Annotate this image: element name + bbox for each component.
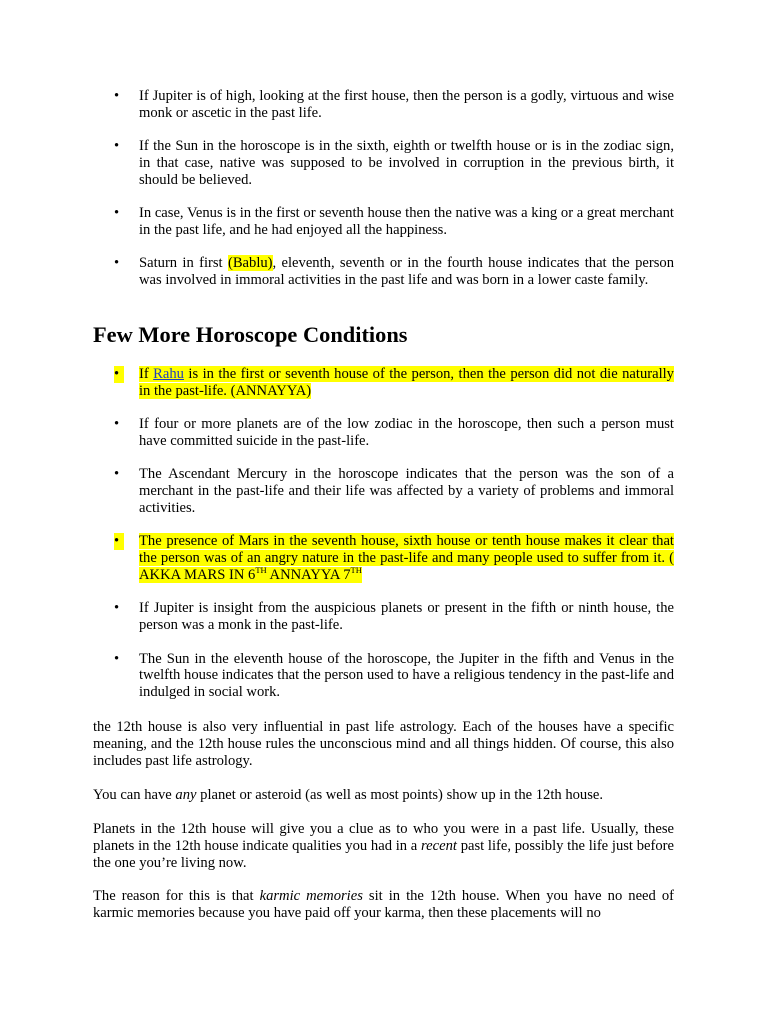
- list-item: [0, 255, 674, 289]
- text-segment: If: [139, 366, 154, 382]
- list-item: [0, 651, 674, 701]
- list-item-text: If Jupiter is of high, looking at the first house, then the person is a godly, virtuous and wise monk or ascetic in the past life.: [139, 88, 674, 121]
- text-segment: ANNAYYA 7: [266, 566, 351, 583]
- list-item: [0, 88, 674, 122]
- text-segment: past life, possibly the life just before the one you’re living now.: [93, 837, 674, 871]
- body-paragraph: the 12th house is also very influential in past life astrology. Each of the houses have a specific meaning, and the 12th house rules the unconscious mind and all things hidden. Of course, this also includes past life astrology.: [93, 719, 674, 769]
- body-paragraph: [93, 888, 674, 922]
- past-life-list: [0, 88, 674, 306]
- section-heading: Few More Horoscope Conditions: [93, 322, 408, 347]
- list-item-text: In case, Venus is in the first or seventh house then the native was a king or a great merchant in the past life, and he had enjoyed all the happiness.: [139, 205, 674, 238]
- bullet-icon: •: [114, 416, 120, 433]
- bullet-icon: •: [114, 466, 120, 483]
- list-item-text: If the Sun in the horoscope is in the sixth, eighth or twelfth house or is in the zodiac sign, in that case, native was supposed to be involved in corruption in the previous birth, it should be believed.: [139, 138, 674, 188]
- list-item-text: The Ascendant Mercury in the horoscope indicates that the person was the son of a merchant in the past-life and their life was affected by a variety of problems and immoral activities.: [139, 466, 674, 516]
- bullet-icon: •: [114, 650, 120, 667]
- bullet-icon: •: [114, 205, 120, 222]
- rahu-link[interactable]: Rahu: [153, 366, 184, 382]
- text-segment: sit in the 12th house. When you have no need of karmic memories because you have paid off your karma, then these placements will no: [93, 888, 674, 921]
- emphasis-text: any: [175, 787, 197, 803]
- list-item: [0, 416, 674, 450]
- bullet-icon: •: [114, 255, 120, 272]
- highlighted-text: (Bablu): [227, 255, 273, 272]
- list-item: [0, 366, 674, 400]
- list-item: [0, 205, 674, 239]
- text-segment: is in the first or seventh house of the person, then the person did not die naturally in the past-life. (ANNAYYA): [139, 366, 674, 399]
- list-item-text: If Jupiter is insight from the auspicious planets or present in the fifth or ninth house, the person was a monk in the past-life.: [139, 600, 674, 634]
- superscript: TH: [255, 564, 267, 575]
- list-item: [0, 466, 674, 516]
- list-item-text: [139, 533, 674, 583]
- body-paragraph: [93, 821, 674, 871]
- list-item-text: The Sun in the eleventh house of the horoscope, the Jupiter in the fifth and Venus in the twelfth house indicates that the person used to have a religious tendency in the past-life and indulged in social work.: [139, 650, 674, 701]
- text-segment: planet or asteroid (as well as most points) show up in the 12th house.: [196, 787, 604, 803]
- horoscope-conditions-list: [0, 366, 674, 718]
- bullet-icon: •: [114, 88, 120, 104]
- emphasis-text: karmic memories: [259, 888, 363, 904]
- bullet-icon: •: [114, 138, 120, 155]
- text-segment: Saturn in first: [139, 255, 228, 272]
- list-item-text: [139, 255, 674, 288]
- text-segment: Planets in the 12th house will give you a clue as to who you were in a past life. Usually, these planets in the 12th house indicate qualities you had in a: [93, 821, 674, 854]
- list-item: [0, 600, 674, 634]
- superscript: TH: [350, 564, 362, 575]
- bullet-icon: •: [114, 366, 124, 383]
- list-item-text: If four or more planets are of the low zodiac in the horoscope, then such a person must have committed suicide in the past-life.: [139, 416, 674, 449]
- text-segment: , eleventh, seventh or in the fourth house indicates that the person was involved in immoral activities in the past life and was born in a lower caste family.: [139, 255, 674, 289]
- text-segment: The presence of Mars in the seventh house, sixth house or tenth house makes it clear that the person was of an angry nature in the past-life and many people used to suffer from it. ( AKKA MARS IN 6: [139, 533, 674, 583]
- emphasis-text: recent: [421, 837, 457, 854]
- text-segment: You can have: [93, 787, 176, 803]
- list-item: [0, 533, 674, 583]
- bullet-icon: •: [114, 600, 120, 617]
- list-item: [0, 138, 674, 188]
- list-item-text: [139, 366, 674, 399]
- text-segment: The reason for this is that: [93, 888, 260, 904]
- body-paragraph: [93, 787, 674, 804]
- bullet-icon: •: [114, 533, 124, 550]
